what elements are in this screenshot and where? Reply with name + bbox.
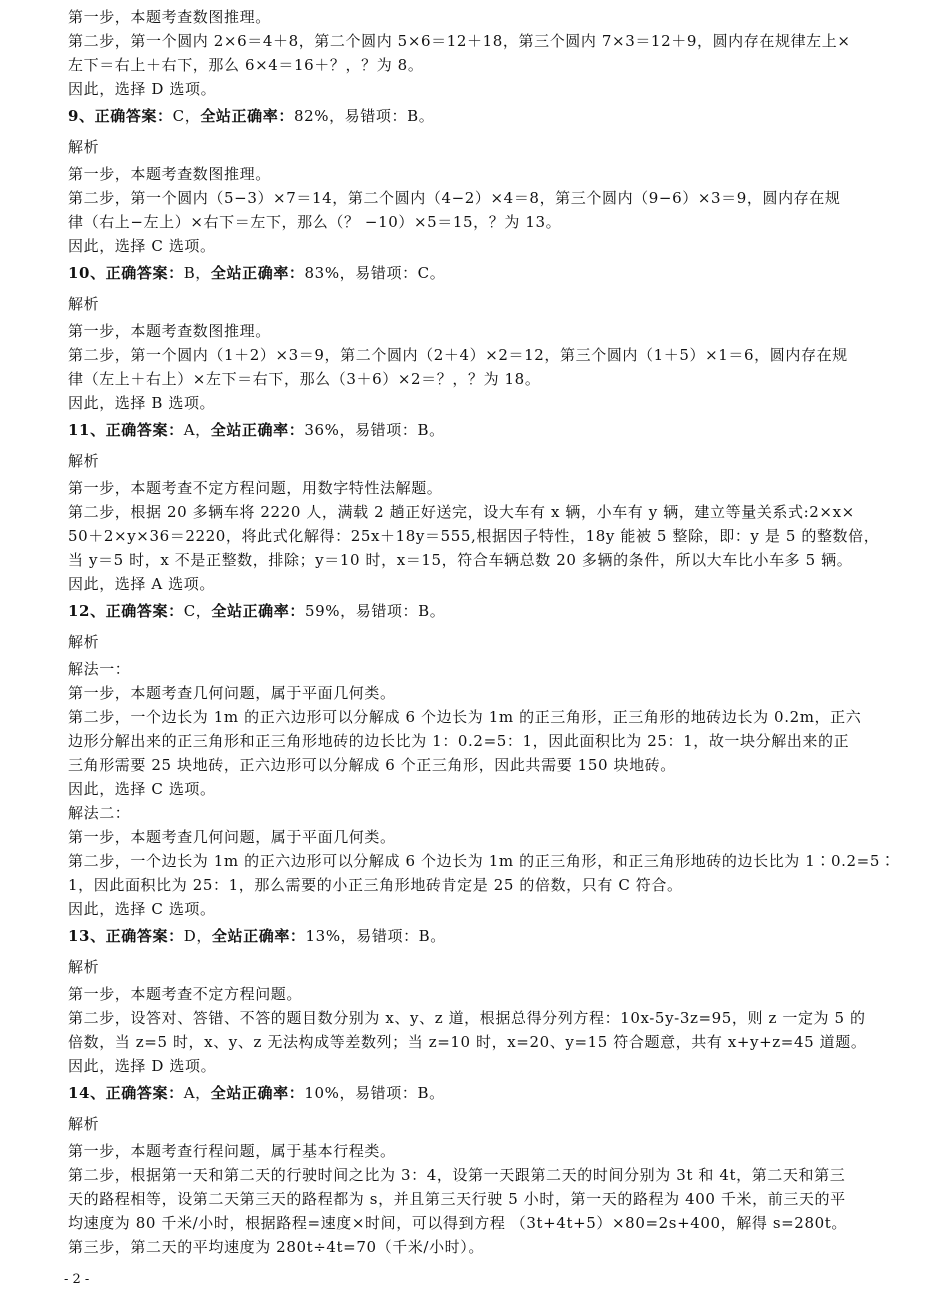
answer-value: A，: [183, 1084, 211, 1102]
text-line: 第三步，第二天的平均速度为 280t÷4t=70（千米/小时）。: [68, 1238, 484, 1256]
accuracy-value: 83%，易错项：C。: [304, 264, 446, 282]
accuracy-label: 全站正确率：: [210, 421, 305, 439]
text-line: 第一步，本题考查数图推理。: [68, 165, 271, 183]
answer-label: 12、正确答案：: [68, 602, 184, 620]
text-line: 50＋2×y×36＝2220，将此式化解得：25x＋18y＝555,根据因子特性，18y 能被 5 整除，即：y 是 5 的整数倍，: [68, 527, 880, 545]
answer-heading: [68, 926, 446, 946]
accuracy-label: 全站正确率：: [210, 264, 305, 282]
analysis-label: 解析: [68, 138, 100, 156]
text-line: 当 y＝5 时，x 不是正整数，排除；y＝10 时，x＝15，符合车辆总数 20 多辆的条件，所以大车比小车多 5 辆。: [68, 551, 853, 569]
answer-heading: [68, 601, 445, 621]
text-line: 因此，选择 C 选项。: [68, 237, 216, 255]
analysis-label: 解析: [68, 633, 100, 651]
text-line: 第一步，本题考查行程问题，属于基本行程类。: [68, 1142, 396, 1160]
answer-value: A，: [183, 421, 211, 439]
answer-label: 9、正确答案：: [68, 107, 173, 125]
text-line: 第二步，一个边长为 1m 的正六边形可以分解成 6 个边长为 1m 的正三角形，和正三角形地砖的边长比为 1∶0.2=5∶: [68, 852, 896, 870]
text-line: 律（右上−左上）×右下＝左下，那么（？ −10）×5＝15，？为 13。: [68, 213, 562, 231]
answer-value: C，: [172, 107, 201, 125]
text-line: 均速度为 80 千米/小时，根据路程=速度×时间，可以得到方程 （3t+4t+5）×80=2s+400，解得 s=280t。: [68, 1214, 847, 1232]
analysis-label: 解析: [68, 452, 100, 470]
answer-label: 13、正确答案：: [68, 927, 184, 945]
accuracy-value: 82%，易错项：B。: [293, 107, 435, 125]
answer-heading: [68, 106, 434, 126]
answer-heading: [68, 420, 445, 440]
accuracy-label: 全站正确率：: [211, 602, 305, 620]
accuracy-label: 全站正确率：: [211, 927, 306, 945]
text-line: 因此，选择 D 选项。: [68, 1057, 217, 1075]
text-line: 第一步，本题考查不定方程问题，用数字特性法解题。: [68, 479, 443, 497]
text-line: 边形分解出来的正三角形和正三角形地砖的边长比为 1：0.2=5：1，因此面积比为 25：1，故一块分解出来的正: [68, 732, 850, 750]
text-line: 第二步，第一个圆内 2×6＝4＋8，第二个圆内 5×6＝12＋18，第三个圆内 7×3＝12＋9，圆内存在规律左上×: [68, 32, 851, 50]
accuracy-value: 13%，易错项：B。: [305, 927, 446, 945]
answer-label: 10、正确答案：: [68, 264, 184, 282]
answer-value: D，: [183, 927, 212, 945]
text-line: 第一步，本题考查数图推理。: [68, 8, 271, 26]
text-line: 第一步，本题考查几何问题，属于平面几何类。: [68, 684, 396, 702]
text-line: 倍数，当 z=5 时，x、y、z 无法构成等差数列；当 z=10 时，x=20、y=15 符合题意，共有 x+y+z=45 道题。: [68, 1033, 867, 1051]
text-line: 因此，选择 D 选项。: [68, 80, 217, 98]
text-line: 天的路程相等，设第二天第三天的路程都为 s，并且第三天行驶 5 小时，第一天的路程为 400 千米，前三天的平: [68, 1190, 846, 1208]
text-line: 律（左上＋右上）×左下＝右下，那么（3＋6）×2＝？，？为 18。: [68, 370, 541, 388]
answer-label: 11、正确答案：: [68, 421, 184, 439]
answer-heading: [68, 263, 445, 283]
answer-label: 14、正确答案：: [68, 1084, 184, 1102]
text-line: 第二步，根据 20 多辆车将 2220 人，满载 2 趟正好送完，设大车有 x 辆，小车有 y 辆，建立等量关系式:2×x×: [68, 503, 855, 521]
answer-heading: [68, 1083, 445, 1103]
analysis-label: 解析: [68, 958, 100, 976]
text-line: 三角形需要 25 块地砖，正六边形可以分解成 6 个正三角形，因此共需要 150 块地砖。: [68, 756, 676, 774]
text-line: 第二步，第一个圆内（1＋2）×3＝9，第二个圆内（2＋4）×2＝12，第三个圆内（1＋5）×1＝6，圆内存在规: [68, 346, 848, 364]
text-line: 第二步，设答对、答错、不答的题目数分别为 x、y、z 道，根据总得分列方程：10x-5y-3z=95，则 z 一定为 5 的: [68, 1009, 866, 1027]
accuracy-label: 全站正确率：: [210, 1084, 305, 1102]
text-line: 第二步，一个边长为 1m 的正六边形可以分解成 6 个边长为 1m 的正三角形，正三角形的地砖边长为 0.2m，正六: [68, 708, 862, 726]
text-line: 解法一：: [68, 660, 131, 678]
answer-value: C，: [183, 602, 212, 620]
text-line: 解法二：: [68, 804, 131, 822]
text-line: 因此，选择 C 选项。: [68, 900, 216, 918]
analysis-label: 解析: [68, 295, 100, 313]
accuracy-value: 59%，易错项：B。: [304, 602, 446, 620]
page-number: - 2 -: [64, 1272, 90, 1287]
text-line: 第二步，根据第一天和第二天的行驶时间之比为 3：4，设第一天跟第二天的时间分别为 3t 和 4t，第二天和第三: [68, 1166, 846, 1184]
accuracy-value: 36%，易错项：B。: [304, 421, 445, 439]
text-line: 因此，选择 B 选项。: [68, 394, 216, 412]
text-line: 第一步，本题考查几何问题，属于平面几何类。: [68, 828, 396, 846]
analysis-label: 解析: [68, 1115, 100, 1133]
text-line: 第一步，本题考查数图推理。: [68, 322, 271, 340]
text-line: 因此，选择 C 选项。: [68, 780, 216, 798]
accuracy-label: 全站正确率：: [200, 107, 294, 125]
text-line: 第一步，本题考查不定方程问题。: [68, 985, 303, 1003]
text-line: 第二步，第一个圆内（5−3）×7＝14，第二个圆内（4−2）×4＝8，第三个圆内（9−6）×3＝9，圆内存在规: [68, 189, 841, 207]
accuracy-value: 10%，易错项：B。: [304, 1084, 445, 1102]
text-line: 1，因此面积比为 25：1，那么需要的小正三角形地砖肯定是 25 的倍数，只有 C 符合。: [68, 876, 683, 894]
text-line: 左下＝右上＋右下，那么 6×4＝16＋？，？为 8。: [68, 56, 424, 74]
text-line: 因此，选择 A 选项。: [68, 575, 215, 593]
answer-value: B，: [183, 264, 211, 282]
